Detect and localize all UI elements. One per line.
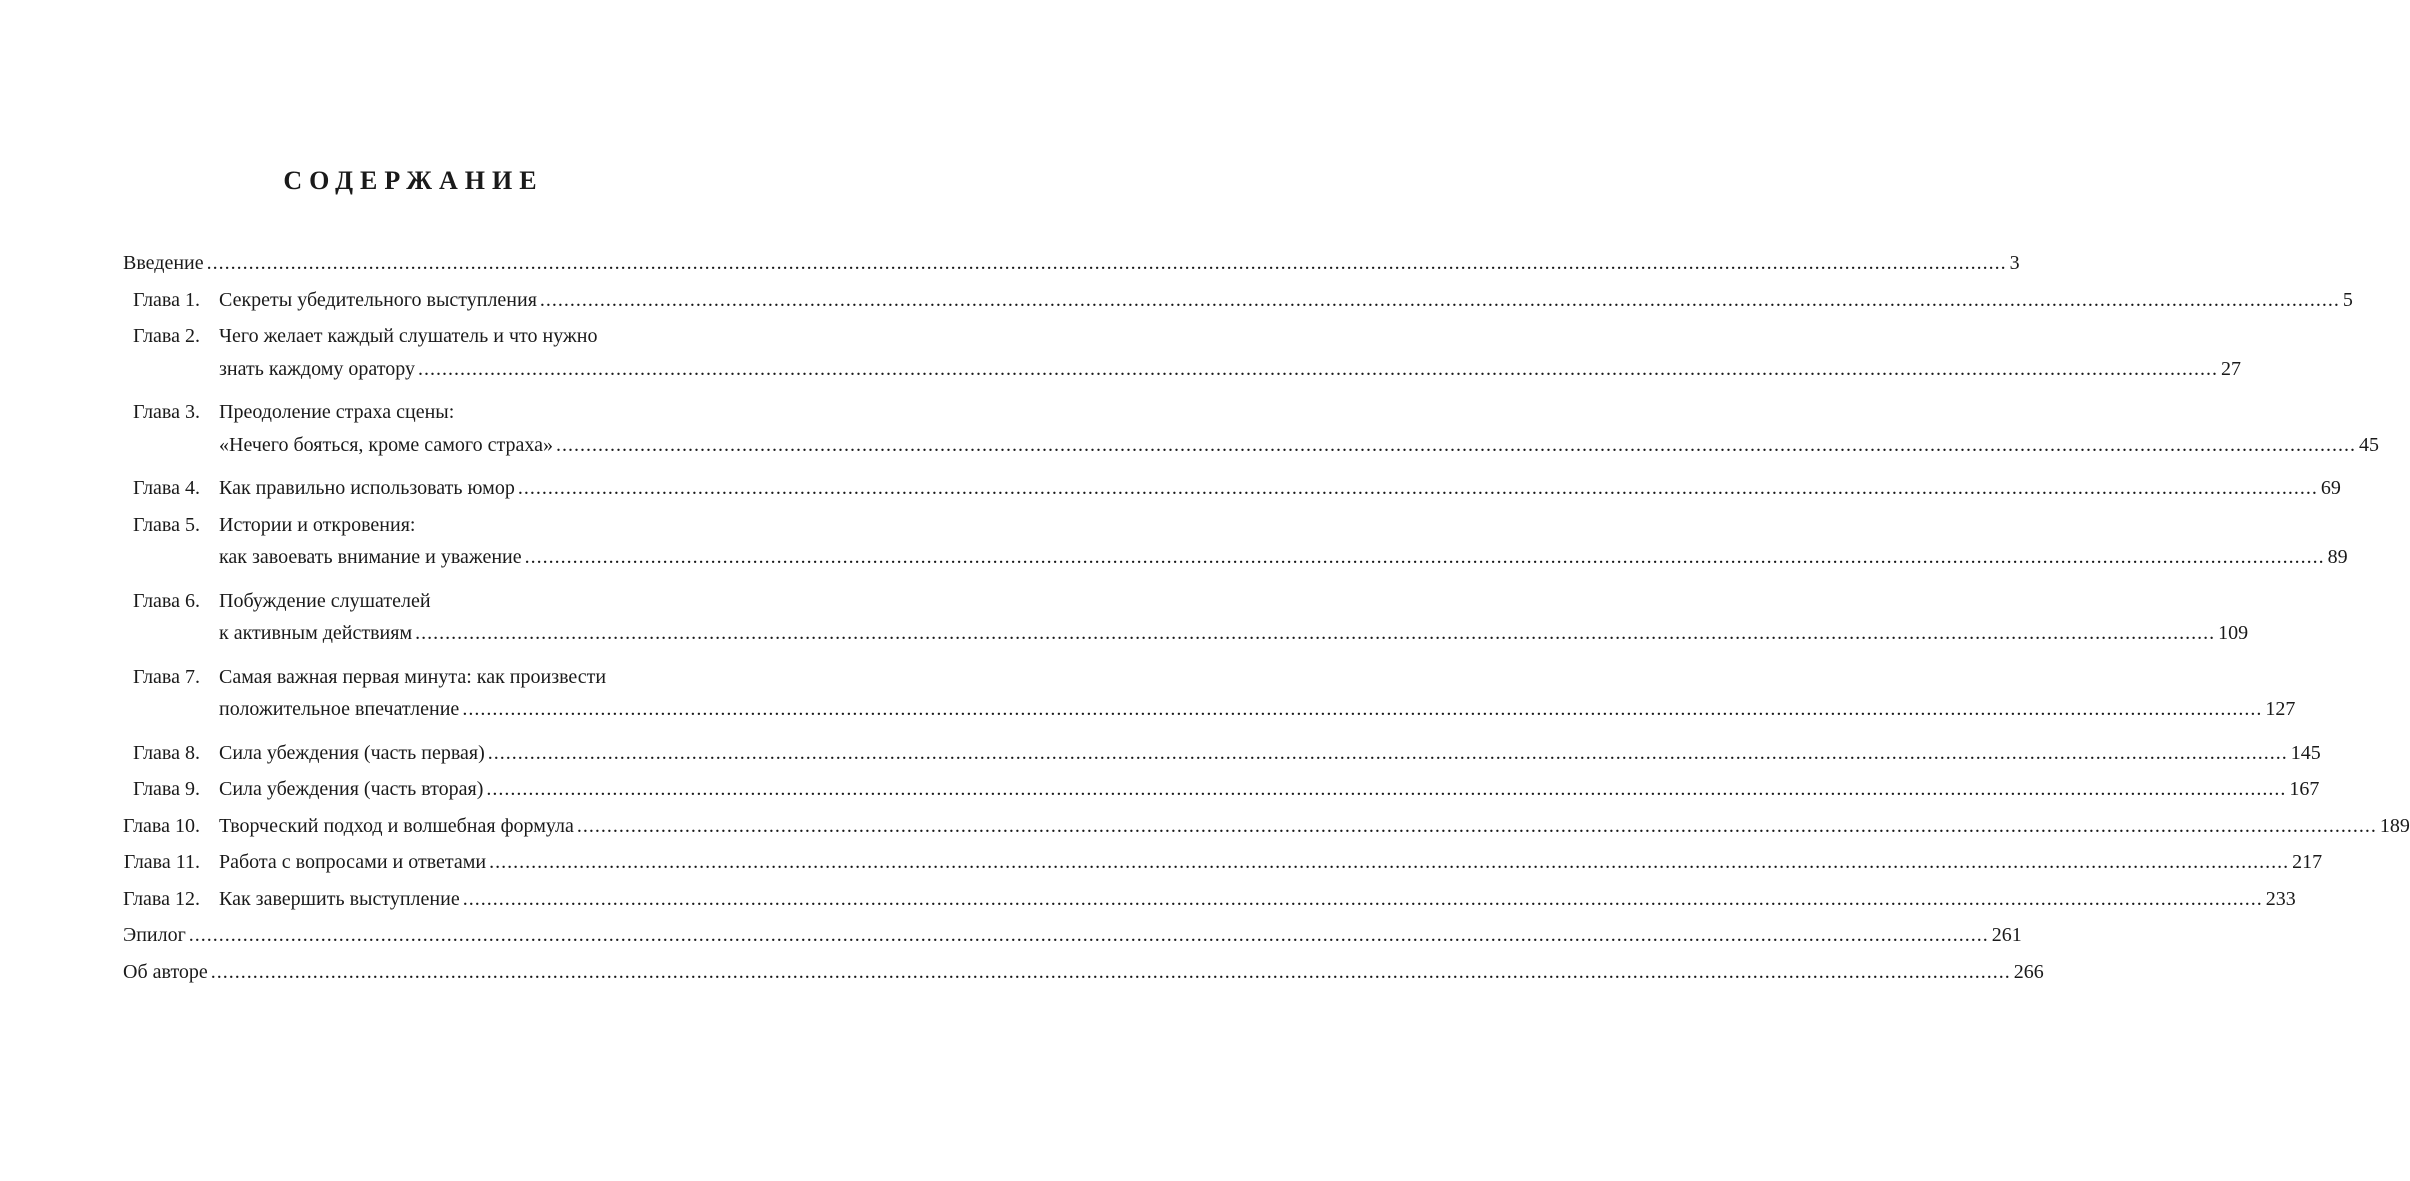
chapter-label: Глава 1. bbox=[133, 288, 200, 311]
toc-entry[interactable] bbox=[0, 618, 2249, 648]
toc-entry-line bbox=[0, 321, 827, 351]
section-title: Введение bbox=[123, 252, 204, 274]
chapter-title: Как правильно использовать юмор bbox=[219, 477, 515, 499]
page-number: 69 bbox=[2320, 477, 2341, 499]
page-number: 109 bbox=[2218, 622, 2249, 644]
toc-entry[interactable] bbox=[0, 694, 2296, 724]
chapter-title: Чего желает каждый слушатель и что нужно bbox=[219, 325, 598, 347]
toc-entry-line bbox=[0, 662, 827, 692]
dot-leader: ............................................................................................................................................................................................................................................................................................................ bbox=[576, 814, 2377, 837]
dot-leader: ............................................................................................................................................................................................................................................................................................................ bbox=[517, 477, 2318, 499]
page-number: 3 bbox=[2009, 252, 2020, 274]
toc-entry[interactable] bbox=[0, 285, 2353, 315]
toc-entry[interactable] bbox=[0, 430, 2379, 460]
dot-leader: ............................................................................................................................................................................................................................................................................................................ bbox=[417, 357, 2218, 380]
toc-entry[interactable] bbox=[0, 774, 2320, 804]
chapter-title: Самая важная первая минута: как произвести bbox=[219, 665, 607, 688]
toc-entry-line bbox=[0, 397, 827, 427]
chapter-label: Глава 8. bbox=[133, 741, 200, 764]
page-number: 89 bbox=[2327, 546, 2348, 568]
toc-entry[interactable] bbox=[0, 884, 2296, 914]
chapter-title: Как завершить выступление bbox=[219, 887, 460, 910]
toc-entry[interactable] bbox=[0, 847, 2323, 877]
chapter-title: Сила убеждения (часть первая) bbox=[219, 741, 485, 764]
dot-leader: ............................................................................................................................................................................................................................................................................................................ bbox=[489, 851, 2290, 873]
dot-leader: ............................................................................................................................................................................................................................................................................................................ bbox=[539, 288, 2340, 311]
page-number: 127 bbox=[2265, 698, 2296, 720]
chapter-title: Истории и откровения: bbox=[219, 513, 416, 536]
section-title: Об авторе bbox=[123, 960, 208, 983]
page-title: СОДЕРЖАНИЕ bbox=[283, 166, 544, 195]
toc-entry[interactable] bbox=[0, 542, 2348, 572]
dot-leader: ............................................................................................................................................................................................................................................................................................................ bbox=[524, 546, 2325, 568]
toc-entry[interactable] bbox=[0, 248, 2020, 278]
page-number: 266 bbox=[2013, 960, 2044, 983]
chapter-title: Творческий подход и волшебная формула bbox=[219, 814, 574, 837]
chapter-label: Глава 10. bbox=[123, 814, 200, 837]
toc-entry[interactable] bbox=[0, 811, 2410, 841]
chapter-title: Секреты убедительного выступления bbox=[219, 288, 537, 311]
chapter-title: Работа с вопросами и ответами bbox=[219, 851, 487, 873]
chapter-label: Глава 11. bbox=[123, 851, 200, 873]
page-number: 45 bbox=[2358, 433, 2379, 456]
toc-entry[interactable] bbox=[0, 920, 2022, 950]
chapter-label: Глава 12. bbox=[123, 887, 200, 910]
chapter-label: Глава 7. bbox=[133, 665, 200, 688]
chapter-label: Глава 9. bbox=[133, 778, 200, 800]
page-number: 145 bbox=[2290, 741, 2321, 764]
chapter-title: «Нечего бояться, кроме самого страха» bbox=[219, 433, 553, 456]
dot-leader: ............................................................................................................................................................................................................................................................................................................ bbox=[210, 960, 2011, 983]
chapter-title: положительное впечатление bbox=[219, 698, 460, 720]
chapter-label: Глава 2. bbox=[133, 325, 200, 347]
toc-entry-line bbox=[0, 510, 827, 540]
page-number: 233 bbox=[2265, 887, 2296, 910]
page-number: 189 bbox=[2379, 814, 2410, 837]
toc-entry[interactable] bbox=[0, 473, 2341, 503]
page-number: 5 bbox=[2342, 288, 2353, 311]
chapter-title: к активным действиям bbox=[219, 622, 413, 644]
page-number: 27 bbox=[2220, 357, 2241, 380]
chapter-label: Глава 5. bbox=[133, 513, 200, 536]
chapter-title: знать каждому оратору bbox=[219, 357, 415, 380]
page-number: 217 bbox=[2292, 851, 2323, 873]
toc-entry[interactable] bbox=[0, 738, 2321, 768]
page-number: 167 bbox=[2289, 778, 2320, 800]
chapter-title: Побуждение слушателей bbox=[219, 589, 431, 612]
section-title: Эпилог bbox=[123, 924, 186, 946]
chapter-label: Глава 4. bbox=[133, 477, 200, 499]
toc-entry[interactable] bbox=[0, 354, 2241, 384]
chapter-label: Глава 6. bbox=[133, 589, 200, 612]
dot-leader: ............................................................................................................................................................................................................................................................................................................ bbox=[206, 252, 2007, 274]
dot-leader: ............................................................................................................................................................................................................................................................................................................ bbox=[462, 887, 2263, 910]
dot-leader: ............................................................................................................................................................................................................................................................................................................ bbox=[188, 924, 1989, 946]
dot-leader: ............................................................................................................................................................................................................................................................................................................ bbox=[462, 698, 2263, 720]
page-number: 261 bbox=[1991, 924, 2022, 946]
dot-leader: ............................................................................................................................................................................................................................................................................................................ bbox=[555, 433, 2356, 456]
dot-leader: ............................................................................................................................................................................................................................................................................................................ bbox=[487, 741, 2288, 764]
chapter-title: Преодоление страха сцены: bbox=[219, 401, 455, 423]
chapter-title: как завоевать внимание и уважение bbox=[219, 546, 522, 568]
dot-leader: ............................................................................................................................................................................................................................................................................................................ bbox=[486, 778, 2287, 800]
chapter-label: Глава 3. bbox=[133, 401, 200, 423]
dot-leader: ............................................................................................................................................................................................................................................................................................................ bbox=[415, 622, 2216, 644]
toc-entry[interactable] bbox=[0, 957, 2044, 987]
toc-entry-line bbox=[0, 586, 827, 616]
chapter-title: Сила убеждения (часть вторая) bbox=[219, 778, 484, 800]
